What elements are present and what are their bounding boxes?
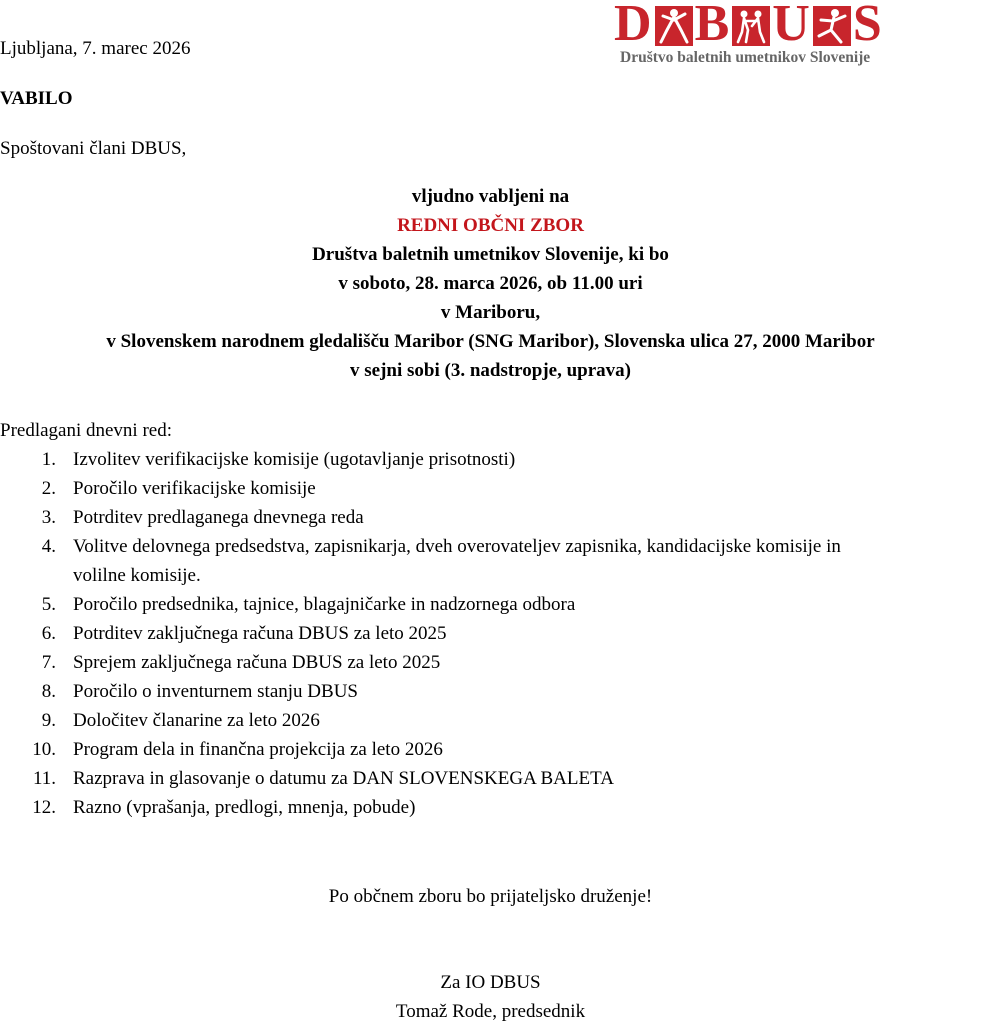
dbus-logo <box>612 0 922 72</box>
agenda-item-text: Razno (vprašanja, predlogi, mnenja, pobude) <box>73 797 416 818</box>
agenda-item-number: 5. <box>41 594 56 615</box>
place-date: Ljubljana, 7. marec 2026 <box>0 38 191 59</box>
agenda-item-text: Poročilo o inventurnem stanju DBUS <box>73 681 358 702</box>
agenda-item-text: Poročilo verifikacijske komisije <box>73 478 316 499</box>
agenda-title: Predlagani dnevni red: <box>0 420 173 441</box>
agenda-item-text: Volitve delovnega predsedstva, zapisnikarja, dveh overovateljev zapisnika, kandidacijske komisije in <box>73 536 841 557</box>
event-title: REDNI OBČNI ZBOR <box>397 215 584 236</box>
agenda-item-number: 7. <box>41 652 56 673</box>
agenda-item-number: 8. <box>41 681 56 702</box>
dancer-pair-icon <box>732 6 770 46</box>
agenda-item-text: Program dela in finančna projekcija za leto 2026 <box>73 739 443 760</box>
agenda-item-number: 10. <box>32 739 56 760</box>
logo-wordmark <box>614 0 883 50</box>
agenda-item-number: 6. <box>41 623 56 644</box>
event-date: v soboto, 28. marca 2026, ob 11.00 uri <box>338 273 643 294</box>
agenda-item-number: 9. <box>41 710 56 731</box>
agenda-item-number: 2. <box>41 478 56 499</box>
logo-letter-u: U <box>772 0 811 52</box>
agenda-item-text: Poročilo predsednika, tajnice, blagajničarke in nadzornega odbora <box>73 594 576 615</box>
logo-letter-d: D <box>614 0 653 52</box>
logo-subtitle: Društvo baletnih umetnikov Slovenije <box>620 49 871 66</box>
agenda-item-number: 1. <box>41 449 56 470</box>
logo-letter-b: B <box>694 0 731 52</box>
dancer-figure-icon <box>655 6 693 46</box>
organization-name: Društva baletnih umetnikov Slovenije <box>312 244 619 265</box>
logo-letter-s: S <box>852 0 883 52</box>
agenda-item-text: volilne komisije. <box>73 565 201 586</box>
agenda-item-text: Razprava in glasovanje o datumu za DAN SLOVENSKEGA BALETA <box>73 768 614 789</box>
dancer-leap-icon <box>813 6 851 46</box>
event-room: v sejni sobi (3. nadstropje, uprava) <box>350 360 631 381</box>
agenda-item-number: 12. <box>32 797 56 818</box>
agenda-item-text: Potrditev zaključnega računa DBUS za leto 2025 <box>73 623 447 644</box>
agenda-item-text: Sprejem zaključnega računa DBUS za leto 2025 <box>73 652 441 673</box>
organization-rest: , ki bo <box>618 244 669 265</box>
organization-line <box>0 240 981 269</box>
agenda-item-number: 4. <box>41 536 56 557</box>
signatory: Tomaž Rode, predsednik <box>395 1001 586 1022</box>
greeting: Spoštovani člani DBUS, <box>0 138 187 159</box>
event-venue: v Slovenskem narodnem gledališču Maribor (SNG Maribor), Slovenska ulica 27, 2000 Maribor <box>106 331 875 352</box>
agenda-item-text: Izvolitev verifikacijske komisije (ugotavljanje prisotnosti) <box>73 449 516 470</box>
event-city: v Mariboru, <box>440 302 541 323</box>
agenda-item-text: Določitev članarine za leto 2026 <box>73 710 320 731</box>
invitation-intro: vljudno vabljeni na <box>411 186 570 207</box>
signature-for: Za IO DBUS <box>440 972 541 993</box>
agenda-item-number: 3. <box>41 507 56 528</box>
document-heading: VABILO <box>0 88 73 109</box>
agenda-item-text: Potrditev predlaganega dnevnega reda <box>73 507 364 528</box>
social-note: Po občnem zboru bo prijateljsko druženje! <box>328 886 653 907</box>
agenda-item-number: 11. <box>32 768 56 789</box>
